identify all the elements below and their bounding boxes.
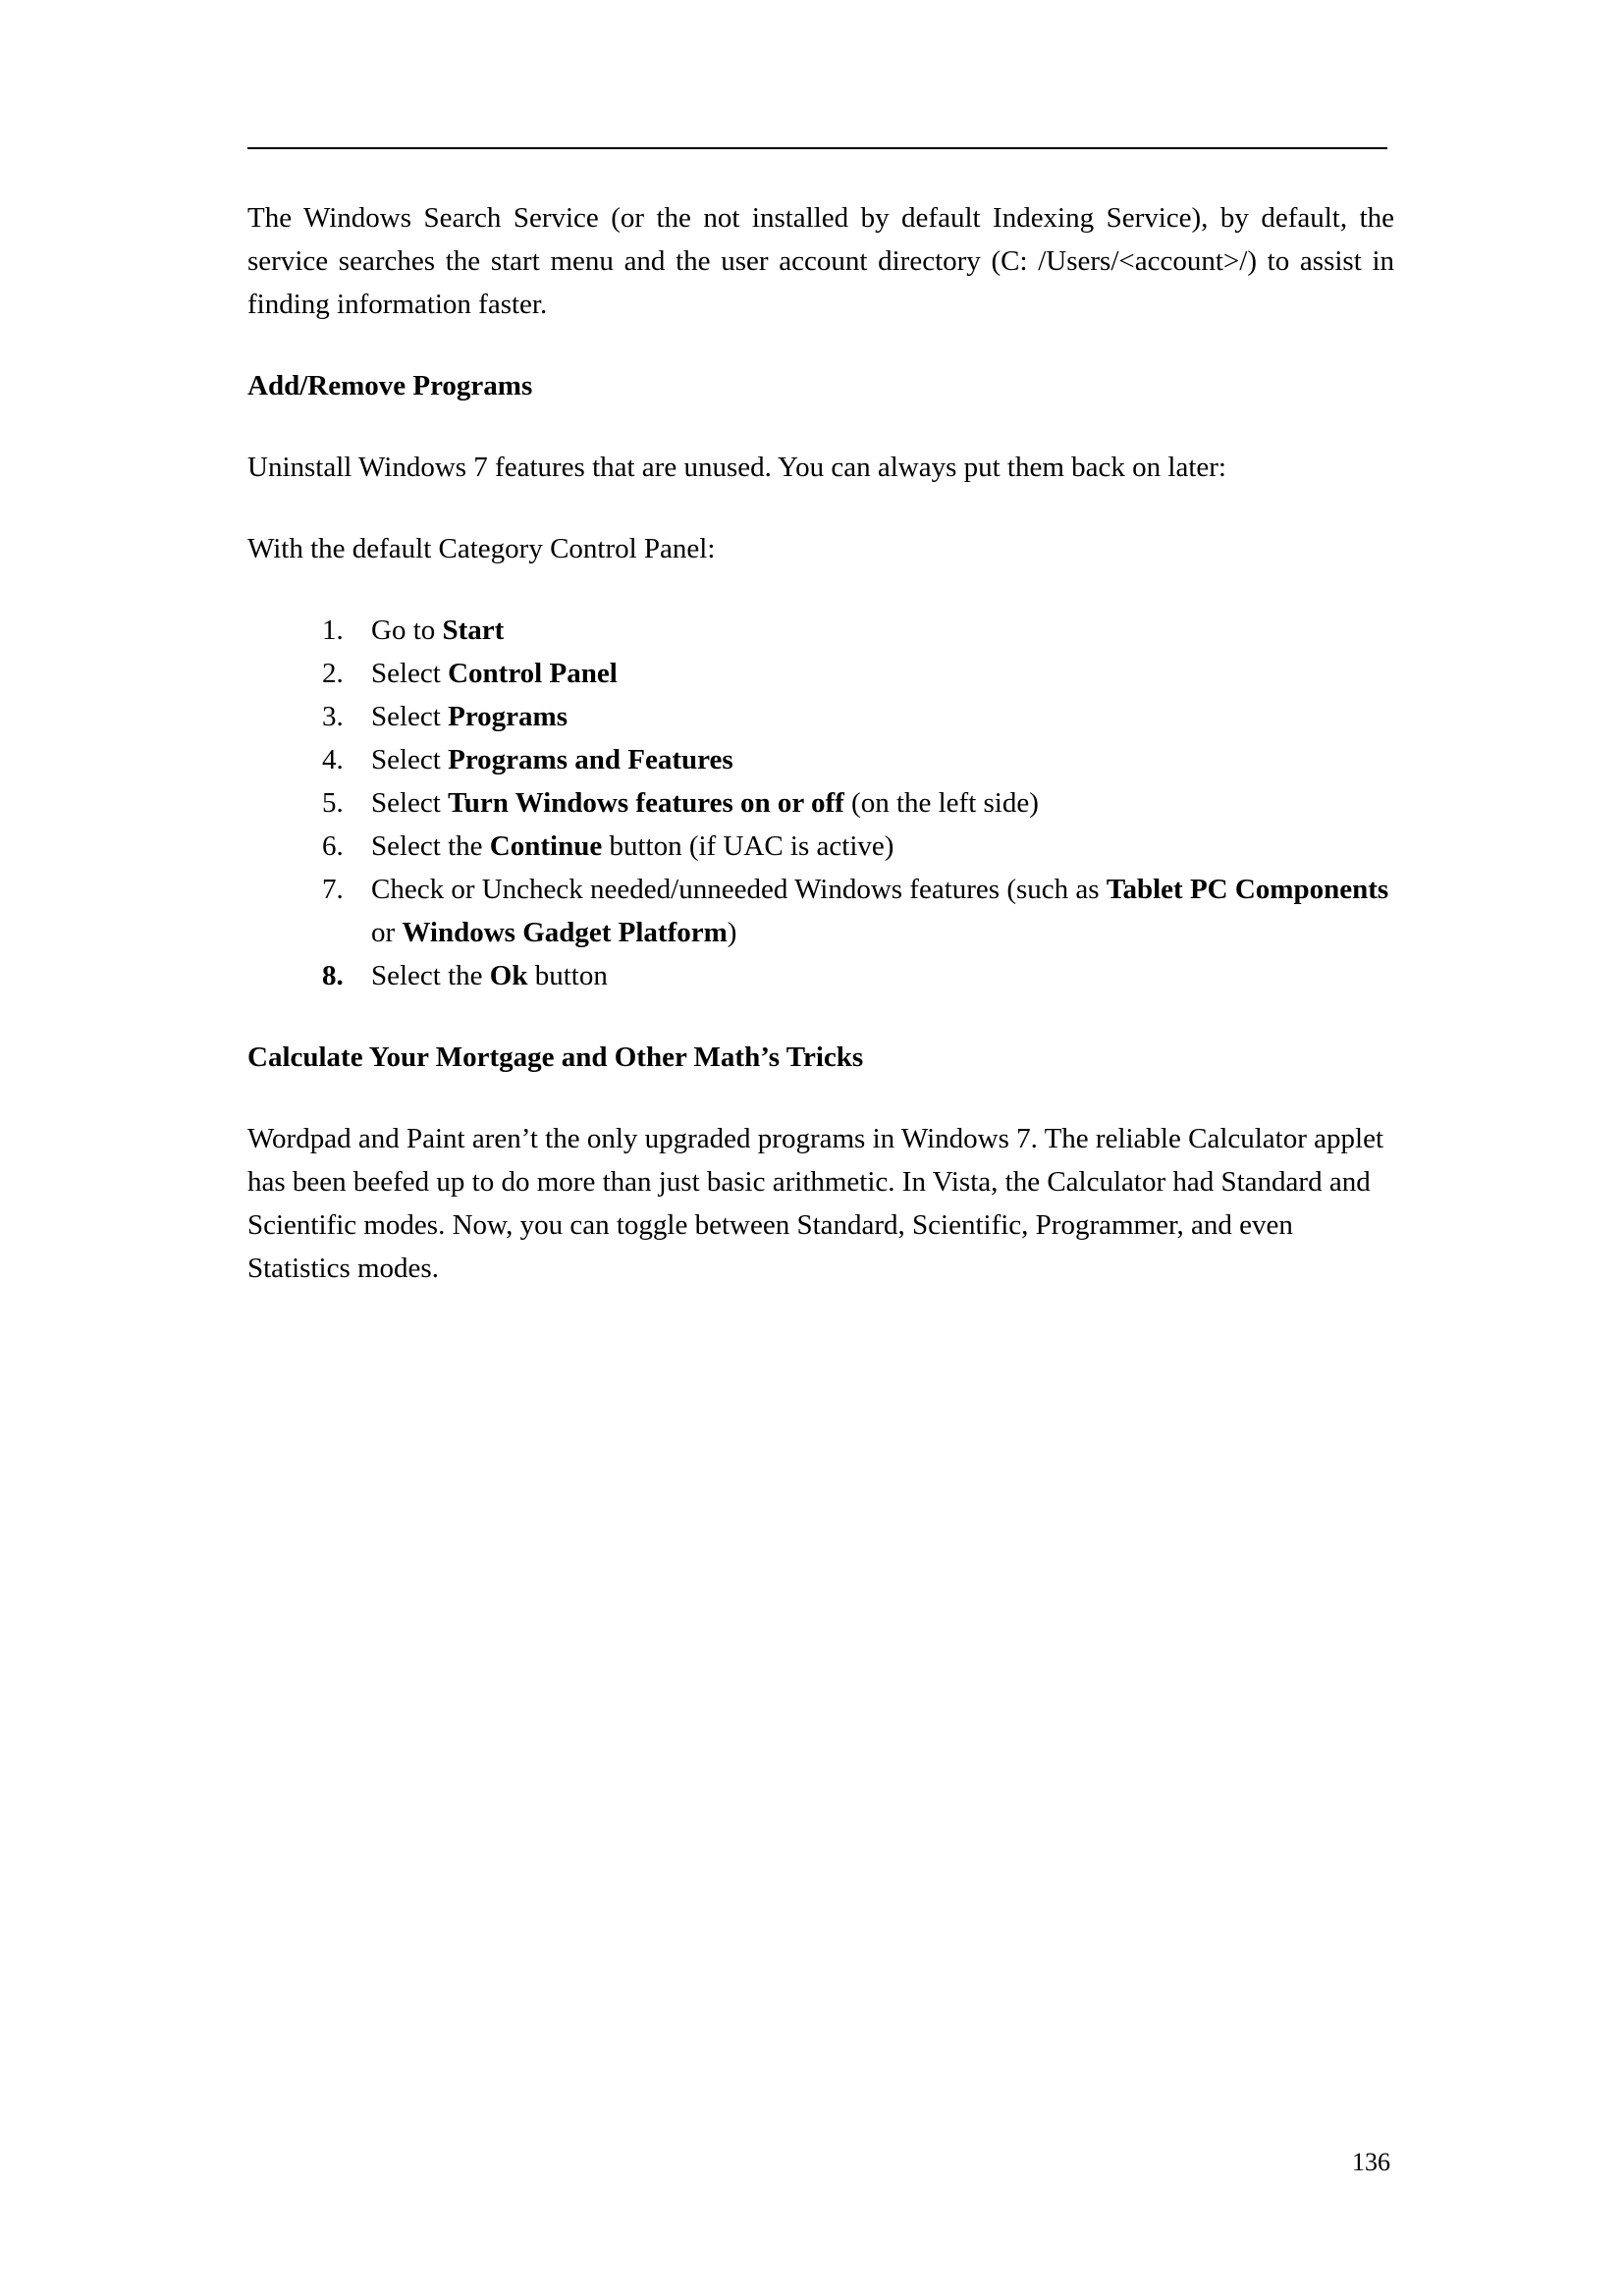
list-item-number: 5.	[322, 787, 344, 819]
list-item	[247, 868, 1394, 954]
step-text: Select	[371, 701, 449, 732]
step-text: button	[527, 960, 608, 991]
list-item	[247, 825, 1394, 868]
list-item-number: 8.	[322, 960, 344, 991]
list-item	[247, 781, 1394, 825]
step-text: Select	[371, 787, 449, 819]
list-item	[247, 954, 1394, 997]
step-text: )	[727, 917, 737, 948]
step-emphasis: Windows Gadget Platform	[402, 917, 728, 948]
step-emphasis: Programs	[448, 701, 568, 732]
list-item	[247, 652, 1394, 695]
step-text: Go to	[371, 614, 443, 646]
list-item	[247, 609, 1394, 652]
list-item	[247, 738, 1394, 781]
step-text: Select	[371, 658, 449, 689]
section-heading-calculate-mortgage: Calculate Your Mortgage and Other Math’s Tricks	[247, 1041, 864, 1073]
section-paragraph: Wordpad and Paint aren’t the only upgraded programs in Windows 7. The reliable Calculator applet has been beefed up to do more than just basic arithmetic. In Vista, the Calculator had Standard and Scientific modes. Now, you can toggle between Standard, Scientific, Programmer, and even Statistics modes.	[247, 1123, 1383, 1284]
page-number: 136	[1352, 2148, 1390, 2176]
step-emphasis: Control Panel	[448, 658, 618, 689]
list-item-number: 2.	[322, 658, 344, 689]
step-text: (on the left side)	[843, 787, 1039, 819]
intro-paragraph: The Windows Search Service (or the not installed by default Indexing Service), by default, the service searches the start menu and the user account directory (C: /Users/<account>/) to assist in finding information faster.	[247, 202, 1394, 320]
header-rule	[247, 147, 1387, 149]
step-text: or	[371, 917, 403, 948]
step-text: Select	[371, 744, 449, 775]
list-item-number: 4.	[322, 744, 344, 775]
step-emphasis: Programs and Features	[448, 744, 733, 775]
step-text: Select the	[371, 960, 490, 991]
steps-list	[247, 609, 1394, 997]
section-paragraph: Uninstall Windows 7 features that are unused. You can always put them back on later:	[247, 452, 1226, 483]
list-item-number: 6.	[322, 830, 344, 862]
step-emphasis: Ok	[489, 960, 528, 991]
list-item-number: 1.	[322, 614, 344, 646]
step-text: Check or Uncheck needed/unneeded Windows features (such as	[371, 874, 1107, 905]
step-emphasis: Tablet PC Components	[1106, 874, 1389, 905]
step-text: Select the	[371, 830, 490, 862]
list-item-number: 7.	[322, 874, 344, 905]
step-emphasis: Turn Windows features on or off	[448, 787, 844, 819]
list-item-number: 3.	[322, 701, 344, 732]
step-text: button (if UAC is active)	[602, 830, 894, 862]
section-heading-add-remove-programs: Add/Remove Programs	[247, 370, 533, 401]
step-emphasis: Continue	[489, 830, 603, 862]
list-item	[247, 695, 1394, 738]
section-paragraph: With the default Category Control Panel:	[247, 533, 716, 564]
step-emphasis: Start	[442, 614, 505, 646]
page-body	[247, 196, 1394, 1290]
